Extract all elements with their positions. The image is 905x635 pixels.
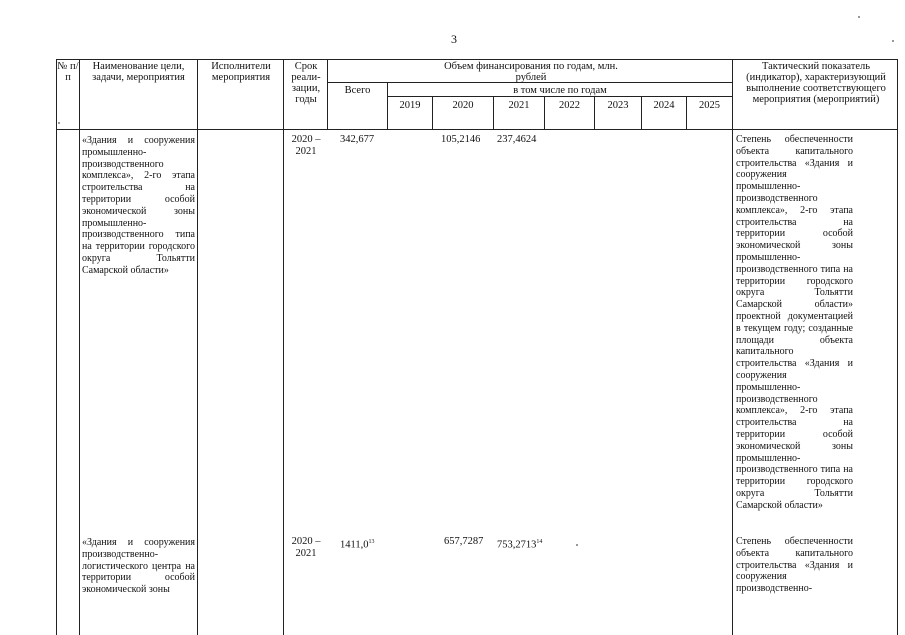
header-funding: Объем финансирования по годам, млн. рублей: [444, 61, 618, 83]
row-2-2021-footnote: 14: [536, 539, 543, 545]
row-2-term: 2020 – 2021: [291, 536, 321, 559]
header-year-2024: 2024: [653, 100, 675, 111]
table-left-border: [56, 59, 57, 635]
row-2-2020: 657,7287: [444, 536, 484, 547]
row-2-total: 1411,0$^{13}$: [340, 539, 375, 551]
header-bottom-border: [56, 129, 898, 130]
header-indicator: Тактический показатель (индикатор), характеризующий выполнение соответствующего мероприятия (мероприятий): [746, 61, 886, 105]
row-2-total-footnote: 13: [368, 539, 375, 545]
scan-speck: [576, 544, 578, 546]
scan-speck: [858, 16, 860, 18]
row-2-name: «Здания и сооружения производственно-логистического центра на территории особой экономической зоны: [82, 537, 195, 596]
header-year-2020: 2020: [452, 100, 474, 111]
header-year-2022: 2022: [559, 100, 580, 111]
column-divider: [79, 59, 80, 635]
row-1-term: 2020 – 2021: [291, 134, 321, 157]
header-by-years: в том числе по годам: [513, 85, 607, 96]
header-year-2019: 2019: [399, 100, 421, 111]
row-1-indicator: Степень обеспеченности объекта капитального строительства «Здания и сооружения промышленно-производственного комплекса», 2-го этапа строительства на территории особой экономической зоны промышленно-производственного типа на территории городского округа Тольятти Самарской области» проектной документацией в текущем году; созданные площади объекта капитального строительства «Здания и сооружения промышленно-производственного комплекса», 2-го этапа строительства на территории особой экономической зоны промышленно-производственного типа на территории городского округа Тольятти Самарской области»: [736, 134, 853, 511]
row-1-total: 342,677: [340, 134, 375, 145]
header-year-2021: 2021: [508, 100, 530, 111]
table-right-border: [897, 59, 898, 635]
header-year-2025: 2025: [699, 100, 720, 111]
subheader-line-years: [387, 96, 732, 97]
scan-speck: [892, 40, 894, 42]
row-1-2020: 105,2146: [441, 134, 481, 145]
header-number: № п/п: [57, 61, 79, 83]
header-name: Наименование цели, задачи, мероприятия: [92, 61, 185, 83]
column-divider: [197, 59, 198, 635]
page-number: 3: [451, 32, 457, 46]
header-term: Срок реали-зации, годы: [291, 61, 321, 105]
row-2-indicator: Степень обеспеченности объекта капитального строительства «Здания и сооружения производственно-: [736, 536, 853, 595]
scan-speck: [58, 122, 60, 124]
header-total: Всего: [344, 85, 371, 96]
header-executors: Исполнители мероприятия: [211, 61, 271, 83]
row-1-2021: 237,4624: [497, 134, 537, 145]
header-year-2023: 2023: [607, 100, 629, 111]
column-divider: [283, 59, 284, 635]
column-divider: [732, 59, 733, 635]
row-2-2021: 753,2713$^{14}$: [497, 539, 543, 551]
table-top-border: [56, 59, 898, 60]
row-1-name: «Здания и сооружения промышленно-производственного комплекса», 2-го этапа строительства на территории особой экономической зоны промышленно-производственного типа на территории городского округа Тольятти Самарской области»: [82, 135, 195, 276]
